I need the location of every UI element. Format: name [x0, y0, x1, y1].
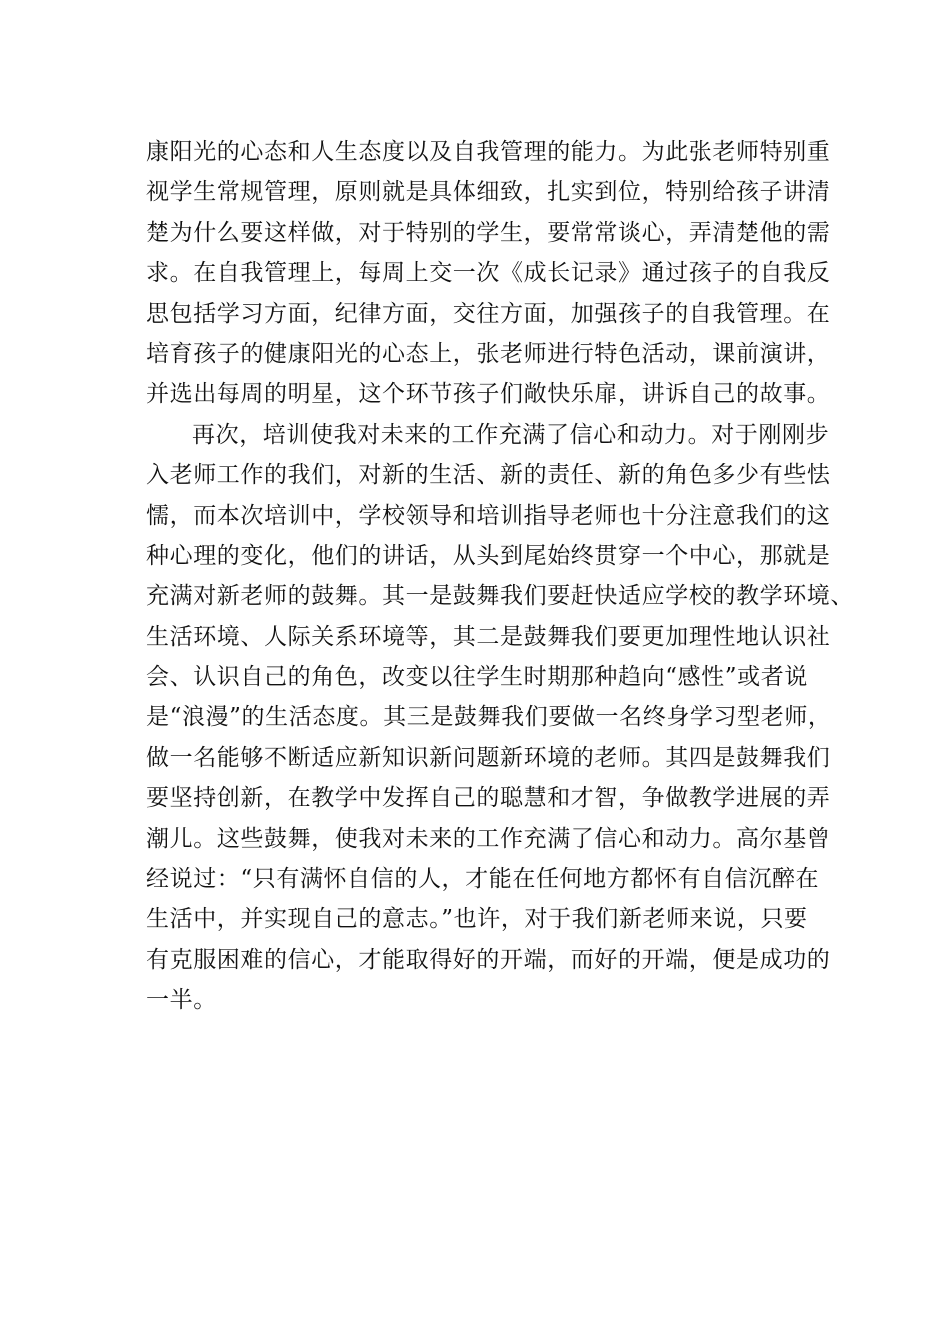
text-line: 康阳光的心态和人生态度以及自我管理的能力。为此张老师特别重 — [146, 139, 831, 165]
text-line: 培育孩子的健康阳光的心态上，张老师进行特色活动，课前演讲， — [146, 340, 831, 367]
text-line: 要坚持创新，在教学中发挥自己的聪慧和才智，争做教学进展的弄 — [146, 785, 831, 812]
text-line: 懦，而本次培训中，学校领导和培训指导老师也十分注意我们的这 — [146, 502, 831, 529]
text-line: 并选出每周的明星，这个环节孩子们敞快乐扉，讲诉自己的故事。 — [146, 381, 831, 408]
text-line: 生活环境、人际关系环境等，其二是鼓舞我们要更加理性地认识社 — [146, 623, 831, 650]
text-line: 一半。 — [146, 987, 217, 1014]
text-line: 生活中，并实现自己的意志。”也许，对于我们新老师来说，只要 — [146, 906, 808, 933]
text-line: 充满对新老师的鼓舞。其一是鼓舞我们要赶快适应学校的教学环境、 — [146, 583, 854, 610]
text-line: 有克服困难的信心，才能取得好的开端，而好的开端，便是成功的 — [146, 946, 831, 973]
text-line: 入老师工作的我们，对新的生活、新的责任、新的角色多少有些怯 — [146, 462, 831, 489]
text-line: 楚为什么要这样做，对于特别的学生，要常常谈心，弄清楚他的需 — [146, 219, 831, 246]
text-line: 潮儿。这些鼓舞，使我对未来的工作充满了信心和动力。高尔基曾 — [146, 825, 831, 852]
text-line: 会、认识自己的角色，改变以往学生时期那种趋向“感性”或者说 — [146, 664, 808, 691]
text-line: 视学生常规管理，原则就是具体细致，扎实到位，特别给孩子讲清 — [146, 179, 831, 206]
text-line: 做一名能够不断适应新知识新问题新环境的老师。其四是鼓舞我们 — [146, 744, 831, 771]
body-text — [146, 132, 854, 1021]
text-line: 是“浪漫”的生活态度。其三是鼓舞我们要做一名终身学习型老师， — [146, 704, 832, 731]
text-line: 种心理的变化，他们的讲话，从头到尾始终贯穿一个中心，那就是 — [146, 542, 831, 569]
text-line: 求。在自我管理上，每周上交一次《成长记录》通过孩子的自我反 — [146, 260, 831, 287]
text-line: 思包括学习方面，纪律方面，交往方面，加强孩子的自我管理。在 — [146, 300, 831, 327]
text-line: 经说过：“只有满怀自信的人，才能在任何地方都怀有自信沉醉在 — [146, 866, 820, 893]
paragraph-start-line: 再次，培训使我对未来的工作充满了信心和动力。对于刚刚步 — [192, 421, 830, 448]
